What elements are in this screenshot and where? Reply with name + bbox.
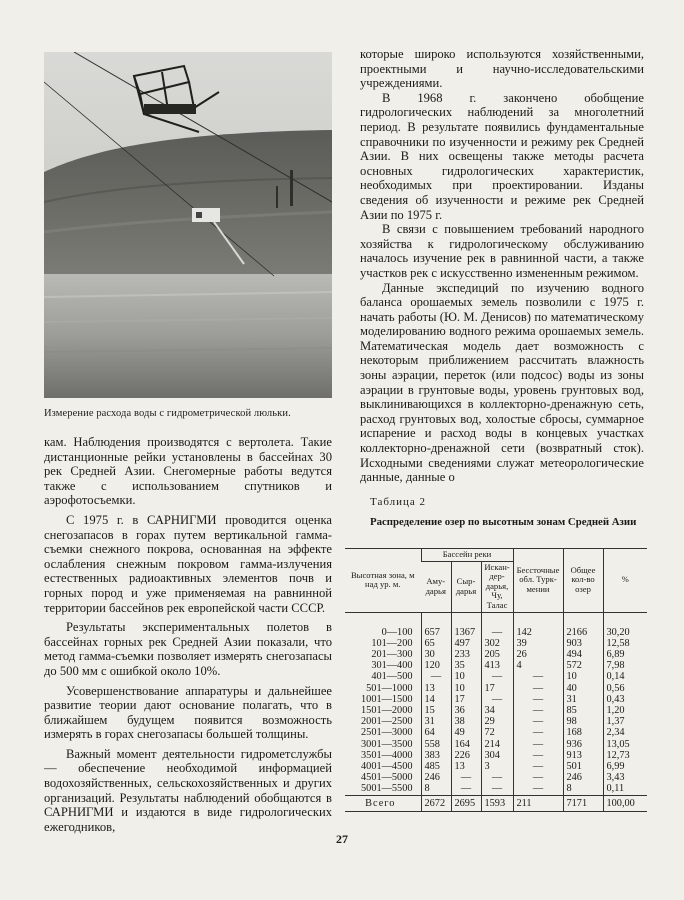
table-cell: 7,98 (603, 660, 647, 671)
table-cell: 0,11 (603, 783, 647, 795)
table-cell: 3501—4000 (361, 749, 413, 761)
table-cell: — (421, 671, 451, 682)
table-cell: 2001—2500 (361, 716, 413, 728)
table-cell: 233 (451, 649, 481, 660)
table-cell: 30,20 (603, 612, 647, 638)
lakes-table (345, 548, 647, 812)
table-cell: 246 (421, 772, 451, 783)
table-cell: 39 (513, 638, 563, 649)
header-syr: Сыр-дарья (451, 561, 481, 612)
paragraph: Результаты экспериментальных полетов в бассейнах горных рек Средней Азии показали, что метод гамма-съемки позволяет измерять снегозапасы до 500 мм с ошибкой около 10%. (44, 620, 332, 678)
table-cell: 15 (421, 705, 451, 716)
table-cell: 13 (421, 683, 451, 694)
table-row (345, 750, 647, 761)
table-cell: 1,37 (603, 716, 647, 727)
table-cell: 383 (421, 750, 451, 761)
table-cell: 14 (421, 694, 451, 705)
cable-car-photo (44, 52, 332, 398)
table-row (345, 671, 647, 682)
table-cell: 17 (451, 694, 481, 705)
table-cell: 497 (451, 638, 481, 649)
table-label: Таблица 2 (370, 496, 427, 508)
header-zone: Высотная зона, м над ур. м. (345, 549, 421, 613)
header-drainless: Бессточные обл. Турк-мении (513, 549, 563, 613)
paragraph: С 1975 г. в САРНИГМИ проводится оценка снегозапасов в горах путем вертикальной гамма-съемки снежного покрова, основанная на эффекте ослабления снежным покровом гамма-излучения естественных радиоактивных элементов почв и горных пород и уже применяемая на равнинной территории бассейнов рек европейской части СССР. (44, 512, 332, 615)
table-cell: — (481, 671, 513, 682)
table-cell: 226 (451, 750, 481, 761)
photo-caption: Измерение расхода воды с гидрометрической люльки. (44, 408, 291, 419)
table-row (345, 739, 647, 750)
table-cell: 17 (481, 683, 513, 694)
paragraph: Данные экспедиций по изучению водного баланса орошаемых земель позволили с 1975 г. начать работы (Ю. М. Денисов) по математическому моделированию водного режима орошаемых земель. Математическая модель дает возможность с некоторым приближением рассчитать влажность зоны аэрации, переток (или подсос) воды из зоны аэрации в грунтовые воды, уровень грунтовых вод, выклинивающихся в коллекторно-дренажную сеть, расход грунтовых вод, холостые сбросы, суммарное испарение и расход воды в концевых участках коллекторно-дренажной сети (возвратный сток). Исходными сведениями служат метеорологические данные, данные о (360, 280, 644, 485)
table-cell: 49 (451, 727, 481, 738)
header-total: Общее кол-во озер (563, 549, 603, 613)
table-cell: 246 (563, 772, 603, 783)
table-cell: 2166 (563, 612, 603, 638)
table-cell: 0—100 (381, 626, 413, 638)
table-row (345, 612, 647, 638)
table-cell: — (451, 772, 481, 783)
table-cell: 1367 (451, 612, 481, 638)
table-cell: 657 (421, 612, 451, 638)
table-cell: 0,56 (603, 683, 647, 694)
table-cell: 30 (421, 649, 451, 660)
table-cell: 35 (451, 660, 481, 671)
table-cell: 26 (513, 649, 563, 660)
table-cell: 1501—2000 (361, 704, 413, 716)
table-cell: — (513, 727, 563, 738)
table-cell: 38 (451, 716, 481, 727)
table-cell: — (513, 694, 563, 705)
header-iskander: Искан-дер-дарья, Чу, Талас (481, 561, 513, 612)
table-cell: 29 (481, 716, 513, 727)
table-cell: 936 (563, 739, 603, 750)
header-amu: Аму-дарья (425, 575, 446, 596)
table-cell: 31 (563, 694, 603, 705)
table-cell: Всего (345, 795, 421, 811)
table-cell: 10 (451, 683, 481, 694)
table-cell: — (513, 750, 563, 761)
table-cell: 34 (481, 705, 513, 716)
table-cell: 201—300 (371, 648, 413, 660)
table-cell: 5001—5500 (361, 783, 413, 795)
table-cell: 142 (513, 612, 563, 638)
table-cell: 401—500 (371, 671, 413, 683)
table-cell: — (481, 694, 513, 705)
paragraph: Усовершенствование аппаратуры и дальнейшее развитие теории дают основание полагать, что в ближайшем будущем появится возможность измерять в горах снегозапасы большей толщины. (44, 683, 332, 742)
table-cell: 0,14 (603, 671, 647, 682)
table-cell: 31 (421, 716, 451, 727)
table-total-row (345, 795, 647, 811)
table-cell: — (481, 783, 513, 795)
table-cell: 98 (563, 716, 603, 727)
table-row (345, 638, 647, 649)
table-cell: 3,43 (603, 772, 647, 783)
table-cell: — (513, 705, 563, 716)
table-cell: 302 (481, 638, 513, 649)
table-row (345, 772, 647, 783)
table-cell: 10 (563, 671, 603, 682)
table-cell: 1001—1500 (361, 693, 413, 705)
table-cell: 205 (481, 649, 513, 660)
table-cell: 10 (451, 671, 481, 682)
table-cell: 211 (513, 795, 563, 811)
table-cell: 501 (563, 761, 603, 772)
table-row (345, 694, 647, 705)
paragraph: которые широко используются хозяйственными, проектными и научно-исследовательскими учреждениями. (360, 47, 644, 91)
table-cell: 168 (563, 727, 603, 738)
paragraph: В 1968 г. закончено обобщение гидрологических наблюдений за многолетний период. В результате появились фундаментальные справочники по изученности и режиму рек Средней Азии. В них освещены также методы расчета основных гидрологических характеристик, необходимых при проектировании. Изданы сведения об изученности и режиме рек Средней Азии по 1975 г. (360, 90, 644, 222)
table-cell: — (513, 716, 563, 727)
table-cell: — (513, 783, 563, 795)
table-cell: 100,00 (603, 795, 647, 811)
table-cell: 12,73 (603, 750, 647, 761)
table-cell: — (451, 783, 481, 795)
table-cell: 413 (481, 660, 513, 671)
table-cell: 64 (421, 727, 451, 738)
table-cell: — (513, 671, 563, 682)
table-cell: 4 (513, 660, 563, 671)
table-cell: 2672 (421, 795, 451, 811)
table-cell: 36 (451, 705, 481, 716)
table-row (345, 683, 647, 694)
table-row (345, 660, 647, 671)
table-cell: 0,43 (603, 694, 647, 705)
table-cell: — (481, 612, 513, 638)
table-cell: 2695 (451, 795, 481, 811)
table-cell: 6,89 (603, 649, 647, 660)
table-cell: 1593 (481, 795, 513, 811)
table-title: Распределение озер по высотным зонам Средней Азии (370, 516, 637, 528)
table-cell: 4501—5000 (361, 772, 413, 784)
paragraph: Важный момент деятельности гидрометслужбы — обеспечение необходимой информацией водохозяйственных, сельскохозяйственных и других организаций. Результаты наблюдений обобщаются в САРНИГМИ и издаются в виде гидрологических ежегодников, (44, 746, 332, 834)
table-cell: 13 (451, 761, 481, 772)
table-cell: 913 (563, 750, 603, 761)
table-cell: 164 (451, 739, 481, 750)
table-body (345, 612, 647, 811)
table-cell: 558 (421, 739, 451, 750)
table-cell: 1,20 (603, 705, 647, 716)
table-cell: — (513, 739, 563, 750)
table-row (345, 783, 647, 795)
table-cell: — (513, 772, 563, 783)
header-basin-group: Бассейн реки (421, 549, 513, 562)
table-row (345, 705, 647, 716)
table-row (345, 761, 647, 772)
table-cell: 501—1000 (366, 682, 413, 694)
table-cell: 4001—4500 (361, 761, 413, 772)
table-row (345, 716, 647, 727)
table-cell: — (481, 772, 513, 783)
table-cell: 485 (421, 761, 451, 772)
paragraph: кам. Наблюдения производятся с вертолета. Такие дистанционные рейки установлены в бассейнах 30 рек Средней Азии. Снегомерные работы ведутся также с использованием спутников и аэрофотосъемки. (44, 435, 332, 508)
table-cell: 85 (563, 705, 603, 716)
table-cell: 101—200 (371, 637, 413, 649)
table-cell: 494 (563, 649, 603, 660)
table-cell: 903 (563, 638, 603, 649)
table-cell: 214 (481, 739, 513, 750)
table-cell: 2,34 (603, 727, 647, 738)
table-cell: 65 (421, 638, 451, 649)
table-cell: — (513, 683, 563, 694)
page-number: 27 (336, 832, 348, 846)
table-cell: 8 (421, 783, 451, 795)
photo-illustration (44, 52, 332, 398)
left-text-column (44, 435, 332, 834)
table-cell: 7171 (563, 795, 603, 811)
table-cell: — (513, 761, 563, 772)
right-text-column (360, 47, 644, 485)
table-row (345, 649, 647, 660)
table-cell: 120 (421, 660, 451, 671)
table-cell: 304 (481, 750, 513, 761)
header-percent: % (603, 549, 647, 613)
table-cell: 2501—3000 (361, 727, 413, 739)
table-cell: 13,05 (603, 739, 647, 750)
table-cell: 72 (481, 727, 513, 738)
table-cell: 572 (563, 660, 603, 671)
table-cell: 8 (563, 783, 603, 795)
paragraph: В связи с повышением требований народного хозяйства к гидрологическому обслуживанию началось изучение рек в равнинной части, а также участков рек с искусственно измененным режимом. (360, 222, 644, 280)
table-cell: 6,99 (603, 761, 647, 772)
table-cell: 3 (481, 761, 513, 772)
table-cell: 301—400 (371, 660, 413, 672)
table-cell: 40 (563, 683, 603, 694)
table-cell: 3001—3500 (361, 738, 413, 750)
table-row (345, 727, 647, 738)
lakes-table-wrapper (345, 548, 647, 812)
table-cell: 12,58 (603, 638, 647, 649)
